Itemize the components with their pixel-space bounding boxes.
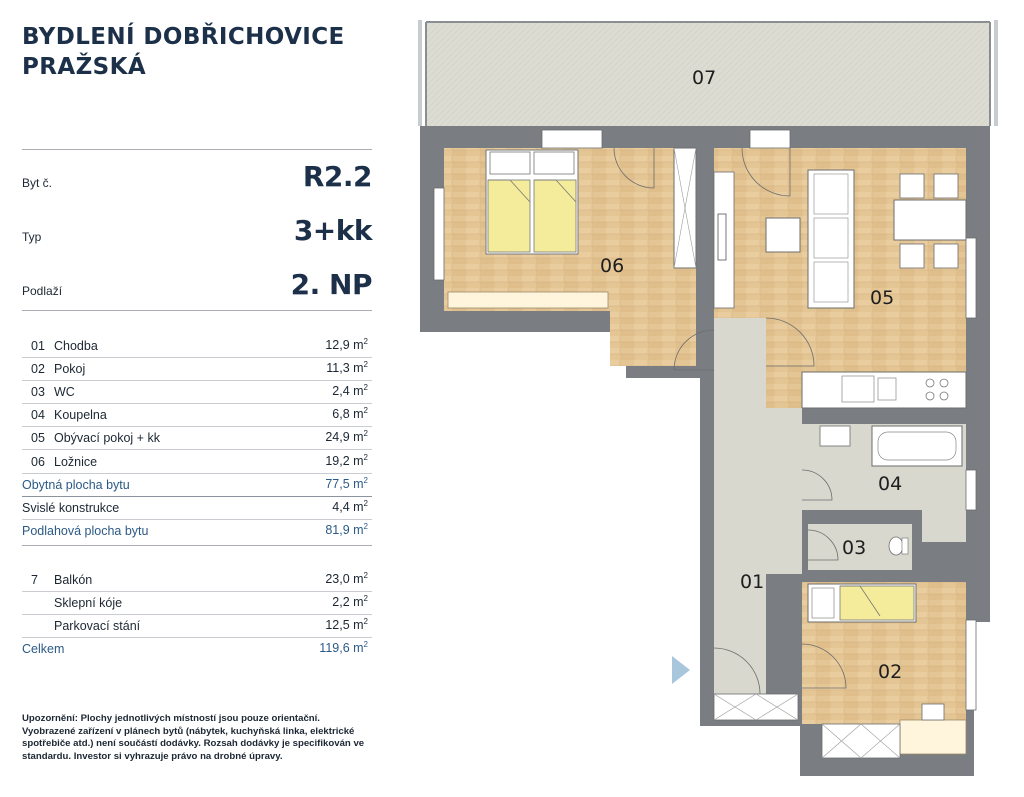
room-label-05: 05 [870,287,895,309]
total-living-label: Obytná plocha bytu [22,478,130,492]
room-number: 01 [31,339,45,353]
room-label-04: 04 [878,473,903,495]
room-number: 05 [31,431,45,445]
total-floor-row [22,520,372,543]
grand-total-area: 119,6 $m^2$ [319,640,368,656]
room-name: Pokoj [54,362,86,376]
extra-name: Parkovací stání [54,619,141,633]
title-line-2: PRAŽSKÁ [22,54,147,80]
info-panel [22,0,374,797]
total-floor-label: Podlahová plocha bytu [22,524,149,538]
entrance-arrow-icon [672,656,690,684]
structures-area: 4,4 $m^2$ [332,499,368,515]
room-number: 02 [31,362,45,376]
extra-area: 12,5 $m^2$ [325,617,368,633]
room-label-02: 02 [878,661,903,683]
room-row-chodba [22,335,372,358]
room-row-pokoj [22,358,372,381]
room-name: Ložnice [54,455,98,469]
structures-label: Svislé konstrukce [22,501,120,515]
double-bed [486,150,578,254]
total-floor-area: 81,9 $m^2$ [325,522,368,538]
room-name: Koupelna [54,408,107,422]
extra-name: Balkón [54,573,93,587]
room-area: 6,8 $m^2$ [332,406,368,422]
unit-number-value: R2.2 [302,160,372,193]
kitchen-counter [802,372,966,408]
page-title [22,22,345,82]
room-row-wc [22,381,372,404]
divider [22,545,372,546]
room-03-wc [808,524,912,570]
extra-row-balkon [22,569,372,592]
extra-area: 23,0 $m^2$ [325,571,368,587]
room-row-loznice [22,451,372,474]
extra-number: 7 [31,573,38,587]
divider [22,310,372,311]
room-number: 06 [31,455,45,469]
grand-total-label: Celkem [22,642,65,656]
room-02-room [802,582,976,758]
room-area: 12,9 $m^2$ [325,337,368,353]
extra-row-sklep [22,592,372,615]
unit-number-label: Byt č. [22,176,53,190]
room-row-koupelna [22,404,372,427]
room-name: Chodba [54,339,98,353]
room-name: WC [54,385,75,399]
unit-type-value: 3+kk [293,214,372,247]
extra-area: 2,2 $m^2$ [332,594,368,610]
room-row-obyvaci [22,427,372,450]
room-area: 2,4 $m^2$ [332,383,368,399]
unit-type-label: Typ [22,230,42,244]
floor-value: 2. NP [290,268,372,301]
extra-name: Sklepní kóje [54,596,123,610]
room-number: 03 [31,385,45,399]
room-name: Obývací pokoj + kk [54,431,160,445]
room-label-03: 03 [842,537,867,559]
total-living-area: 77,5 $m^2$ [325,476,368,492]
structures-row [22,497,372,520]
room-area: 24,9 $m^2$ [325,429,368,445]
room-label-07: 07 [692,67,717,89]
title-line-1: BYDLENÍ DOBŘICHOVICE [22,24,345,50]
sofa [808,170,854,308]
floor-plan [410,12,1000,784]
floor-label: Podlaží [22,284,63,298]
room-area: 11,3 $m^2$ [326,360,368,376]
total-living-row [22,474,372,497]
grand-total-row [22,638,372,661]
room-label-01: 01 [740,571,765,593]
room-number: 04 [31,408,45,422]
extra-row-parkovani [22,615,372,638]
divider [22,149,372,150]
room-label-06: 06 [600,255,625,277]
room-area: 19,2 $m^2$ [325,453,368,469]
disclaimer-note: Upozornění: Plochy jednotlivých místností jsou pouze orientační. Vyobrazené zařízení v plánech bytů (nábytek, kuchyňská linka, elektrické spotřebiče atd.) není součástí dodávky. Rozsah dodávky je specifikován ve standardu. Investor si vyhrazuje právo na drobné úpravy. [22,713,365,762]
